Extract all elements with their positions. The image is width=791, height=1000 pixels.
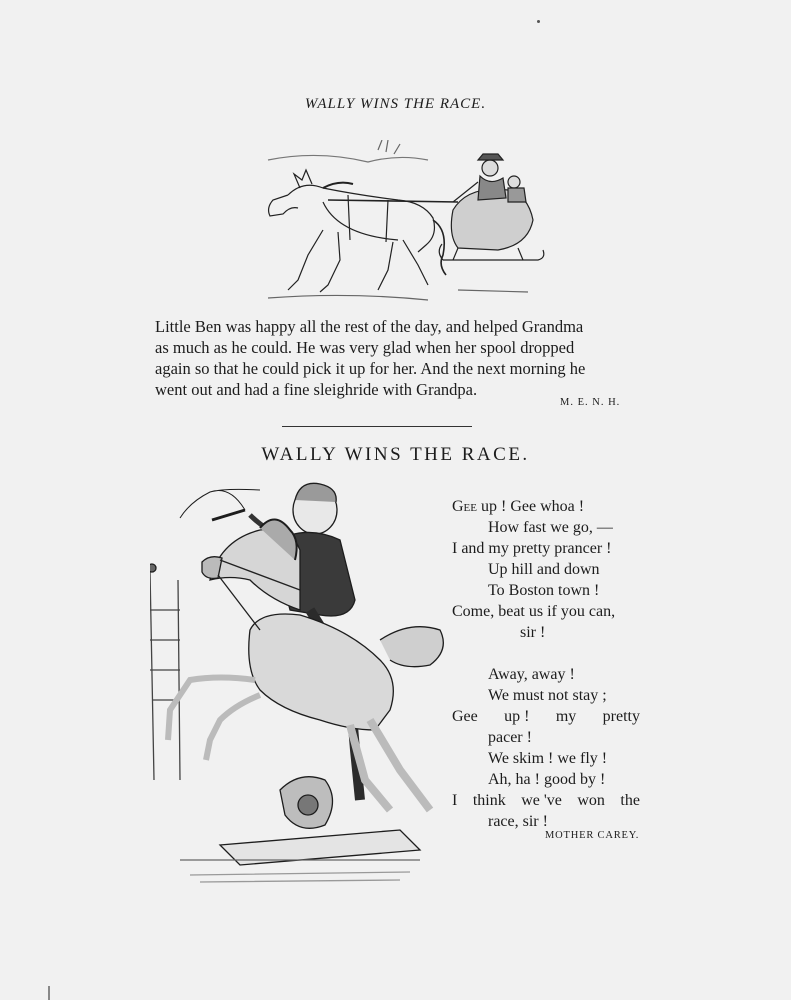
poem-line: Up hill and down — [488, 561, 600, 578]
poem-word: up ! — [504, 708, 530, 725]
poem — [452, 496, 642, 832]
print-speck — [537, 20, 540, 23]
poem-title: WALLY WINS THE RACE. — [261, 444, 530, 465]
poem-line: pacer ! — [488, 729, 532, 746]
prose-line: Little Ben was happy all the rest of the day, and helped Grandma — [155, 317, 584, 336]
poem-word: I — [452, 792, 458, 809]
poem-word: the — [620, 792, 640, 809]
rocking-horse-illustration — [150, 480, 450, 890]
running-head: WALLY WINS THE RACE. — [304, 96, 487, 112]
poem-line: How fast we go, — — [488, 519, 613, 536]
poem-word: won — [577, 792, 605, 809]
prose-line: again so that he could pick it up for her. And the next morning he — [155, 359, 586, 378]
poem-line: race, sir ! — [488, 813, 548, 830]
poem-line — [452, 790, 642, 811]
print-speck — [48, 986, 50, 1000]
poem-line-rest: up ! Gee whoa ! — [477, 498, 585, 515]
poem-initial-word: Gee — [452, 498, 477, 515]
poem-signature: MOTHER CAREY. — [545, 830, 640, 841]
poem-line: To Boston town ! — [488, 582, 600, 599]
poem-line: sir ! — [520, 624, 546, 641]
poem-word: pretty — [602, 708, 640, 725]
poem-line: Ah, ha ! good by ! — [488, 771, 606, 788]
prose-line: went out and had a fine sleighride with Grandpa. — [155, 380, 478, 399]
poem-line: Come, beat us if you can, — [452, 603, 616, 620]
sleigh-illustration — [228, 140, 548, 310]
poem-line: Away, away ! — [488, 666, 575, 683]
stanza-break — [452, 643, 642, 664]
story-paragraph — [155, 316, 643, 400]
poem-line — [452, 496, 642, 517]
poem-word: we 've — [521, 792, 562, 809]
poem-line: We skim ! we fly ! — [488, 750, 608, 767]
prose-line: as much as he could. He was very glad when her spool dropped — [155, 338, 575, 357]
poem-word: think — [472, 792, 506, 809]
poem-line: We must not stay ; — [488, 687, 607, 704]
section-divider — [282, 426, 472, 427]
poem-word: my — [555, 708, 577, 725]
poem-word: Gee — [452, 708, 478, 725]
poem-line: I and my pretty prancer ! — [452, 540, 612, 557]
story-signature: M. E. N. H. — [560, 397, 621, 408]
poem-line — [452, 706, 642, 727]
